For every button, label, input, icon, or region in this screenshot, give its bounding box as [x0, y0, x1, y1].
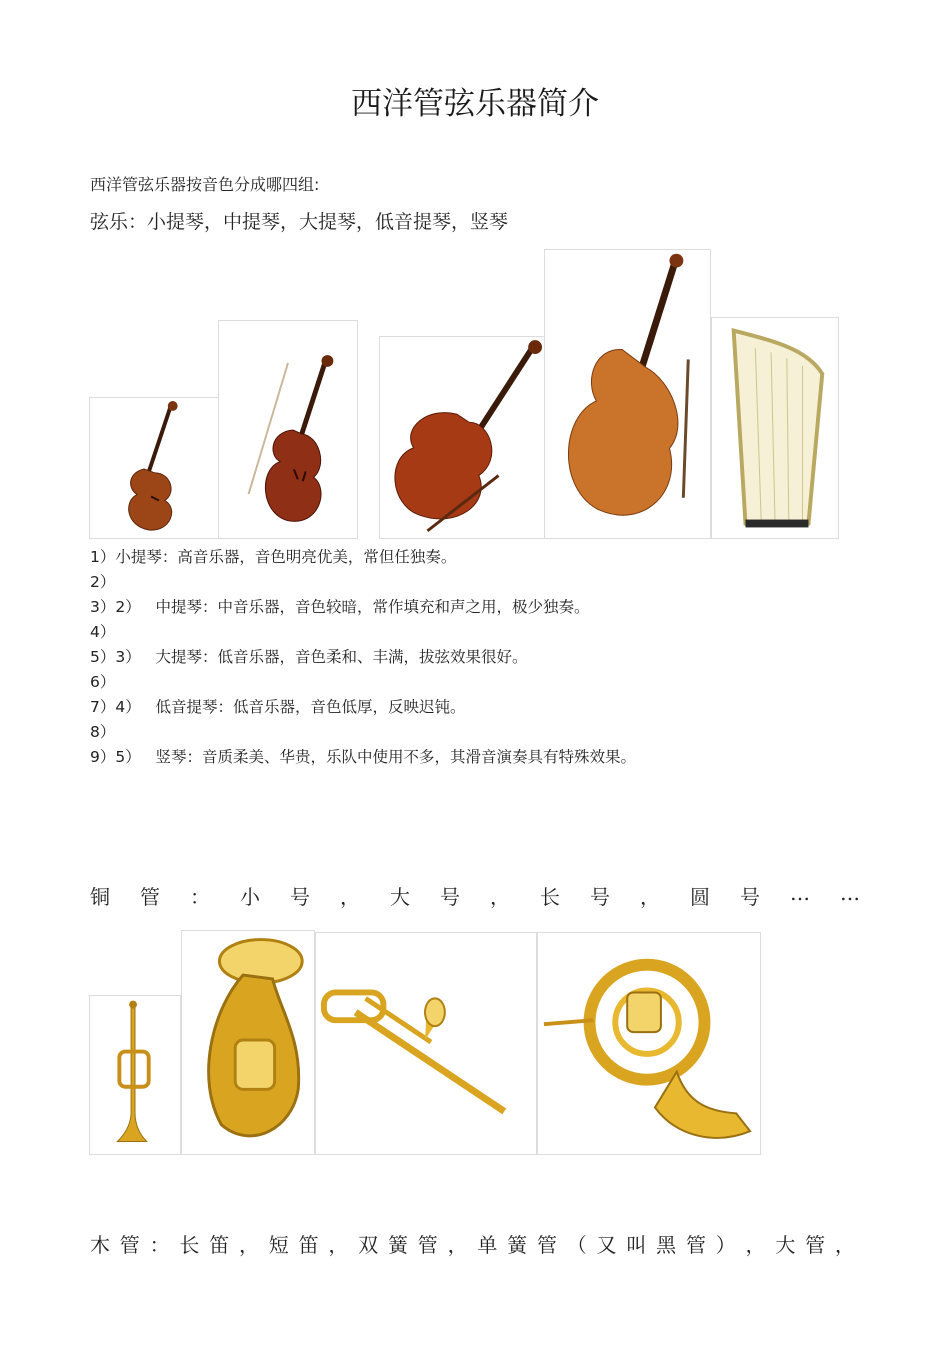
intro-text: 西洋管弦乐器按音色分成哪四组: — [90, 175, 320, 194]
brass-heading — [90, 881, 860, 910]
woodwind-heading-char: 管 — [417, 1233, 438, 1257]
violin-image — [89, 397, 219, 539]
woodwind-heading-char: 管 — [119, 1233, 140, 1257]
brass-heading-char: 号 — [590, 885, 610, 909]
french-horn-image — [537, 932, 761, 1155]
woodwind-heading-char: 叫 — [626, 1233, 647, 1257]
brass-heading-char: 号 — [440, 885, 460, 909]
woodwind-heading-char: 管 — [685, 1233, 706, 1257]
brass-heading-char: ， — [640, 885, 660, 909]
woodwind-heading-char: 短 — [268, 1233, 289, 1257]
note-line: 8） — [90, 723, 116, 741]
note-line: 1）小提琴：高音乐器，音色明亮优美，常但任独奏。 — [90, 548, 457, 566]
woodwind-heading-char: 双 — [358, 1233, 379, 1257]
brass-heading-char: … — [840, 881, 860, 905]
woodwind-heading-char: ， — [745, 1233, 766, 1257]
brass-heading-char: 长 — [540, 885, 560, 909]
woodwind-heading-char: 大 — [775, 1233, 796, 1257]
brass-heading-char: 大 — [390, 885, 410, 909]
brass-heading-char: ， — [490, 885, 510, 909]
woodwind-heading-char: ： — [149, 1233, 170, 1257]
brass-heading-char: 管 — [140, 885, 160, 909]
viola-image — [218, 320, 358, 539]
woodwind-heading-char: 木 — [90, 1233, 110, 1257]
woodwind-heading-char: 黑 — [656, 1233, 677, 1257]
brass-heading-char: 铜 — [90, 885, 110, 909]
tuba-image — [181, 930, 315, 1155]
woodwind-heading-char: ， — [328, 1233, 349, 1257]
woodwind-heading-char: 管 — [805, 1233, 826, 1257]
woodwind-heading-char: 笛 — [298, 1233, 319, 1257]
harp-image — [711, 317, 839, 539]
trumpet-image — [89, 995, 181, 1155]
brass-heading-char: ： — [190, 885, 210, 909]
woodwind-heading-char: （ — [566, 1233, 587, 1257]
brass-heading-char: 圆 — [690, 885, 710, 909]
woodwind-heading-char: 单 — [477, 1233, 498, 1257]
brass-heading-char: … — [790, 881, 810, 905]
page-title: 西洋管弦乐器简介 — [351, 86, 599, 122]
brass-heading-char: 号 — [740, 885, 760, 909]
note-line: 9）5） 竖琴：音质柔美、华贵，乐队中使用不多，其滑音演奏具有特殊效果。 — [90, 748, 637, 766]
double-bass-image — [544, 249, 711, 539]
note-line: 7）4） 低音提琴：低音乐器，音色低厚，反映迟钝。 — [90, 698, 466, 716]
woodwind-heading-char: ， — [834, 1233, 855, 1257]
brass-heading-char: 小 — [240, 885, 260, 909]
cello-image — [379, 336, 545, 539]
woodwind-heading-char: 管 — [536, 1233, 557, 1257]
woodwind-heading-char: 笛 — [209, 1233, 230, 1257]
woodwind-heading-char: ， — [238, 1233, 259, 1257]
woodwind-heading-char: 又 — [596, 1233, 617, 1257]
note-line: 5）3） 大提琴：低音乐器，音色柔和、丰满，拔弦效果很好。 — [90, 648, 528, 666]
strings-heading: 弦乐：小提琴，中提琴，大提琴，低音提琴，竖琴 — [90, 211, 509, 233]
woodwind-heading-char: 长 — [179, 1233, 200, 1257]
note-line: 2） — [90, 573, 116, 591]
note-line: 6） — [90, 673, 116, 691]
trombone-image — [315, 932, 537, 1155]
woodwind-heading-char: 簧 — [507, 1233, 528, 1257]
woodwind-heading — [90, 1229, 855, 1258]
note-line: 4） — [90, 623, 116, 641]
woodwind-heading-char: 簧 — [387, 1233, 408, 1257]
brass-heading-char: ， — [340, 885, 360, 909]
string-notes — [90, 545, 636, 770]
note-line: 3）2） 中提琴：中音乐器，音色较暗，常作填充和声之用，极少独奏。 — [90, 598, 590, 616]
woodwind-heading-char: ， — [447, 1233, 468, 1257]
woodwind-heading-char: ） — [715, 1233, 736, 1257]
brass-heading-char: 号 — [290, 885, 310, 909]
